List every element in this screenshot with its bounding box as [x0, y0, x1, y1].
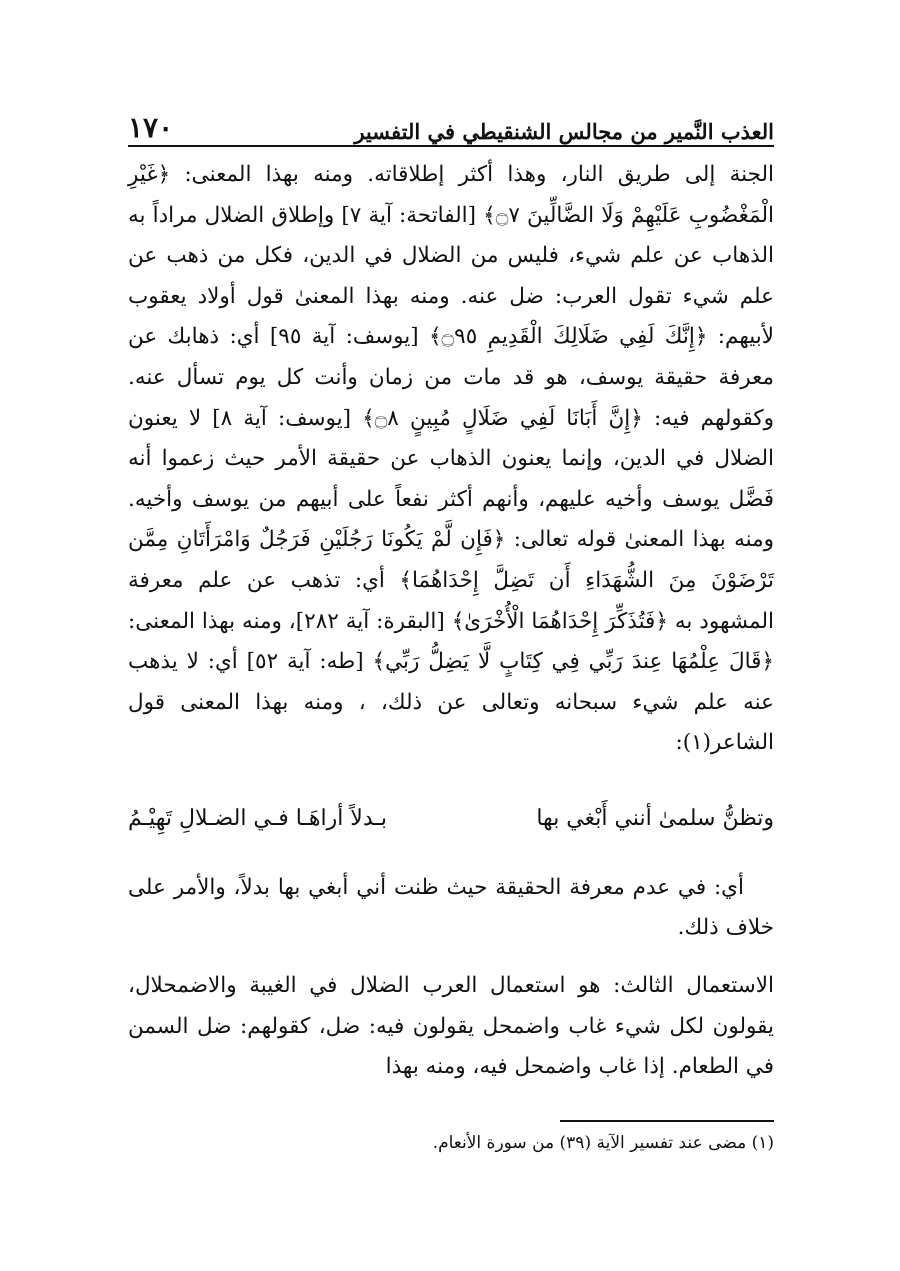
page-header [128, 108, 774, 144]
main-paragraph [128, 155, 774, 764]
footnote: (١) مضى عند تفسير الآية (٣٩) من سورة الأنعام. [432, 1133, 774, 1153]
third-usage-section [128, 966, 774, 1088]
running-title: العذب النَّمير من مجالس الشنقيطي في التفسير [354, 119, 774, 144]
section-text: الاستعمال الثالث: هو استعمال العرب الضلال في الغيبة والاضمحلال، يقولون لكل شيء غاب واضمحل يقولون فيه: ضل، كقولهم: ضل السمن في الطعام. إذا غاب واضمحل فيه، ومنه بهذا [128, 973, 774, 1080]
poem-explanation [128, 868, 774, 948]
poem-verse [128, 806, 774, 848]
paragraph-text: الجنة إلى طريق النار، وهذا أكثر إطلاقاته. ومنه بهذا المعنى: ﴿غَيْرِ الْمَغْضُوبِ عَلَيْهِمْ وَلَا الضَّالِّينَ ۝٧﴾ [الفاتحة: آية ٧] وإطلاق الضلال مراداً به الذهاب عن علم شيء، فليس من الضلال في الدين، فكل من ذهب عن علم شيء تقول العرب: ضل عنه. ومنه بهذا المعنىٰ قول أولاد يعقوب لأبيهم: ﴿إِنَّكَ لَفِي ضَلَالِكَ الْقَدِيمِ ۝٩٥﴾ [يوسف: آية ٩٥] أي: ذهابك عن معرفة حقيقة يوسف، هو قد مات من زمان وأنت كل يوم تسأل عنه. وكقولهم فيه: ﴿إِنَّ أَبَانَا لَفِي ضَلَالٍ مُبِينٍ ۝٨﴾ [يوسف: آية ٨] لا يعنون الضلال في الدين، وإنما يعنون الذهاب عن حقيقة الأمر حيث زعموا أنه فَضَّل يوسف وأخيه عليهم، وأنهم أكثر نفعاً على أبيهم من يوسف وأخيه. ومنه بهذا المعنىٰ قوله تعالى: ﴿فَإِن لَّمْ يَكُونَا رَجُلَيْنِ فَرَجُلٌ وَامْرَأَتَانِ مِمَّن تَرْضَوْنَ مِنَ الشُّهَدَاءِ أَن تَضِلَّ إِحْدَاهُمَا﴾ أي: تذهب عن علم معرفة المشهود به ﴿فَتُذَكِّرَ إِحْدَاهُمَا الْأُخْرَىٰ﴾ [البقرة: آية ٢٨٢]، ومنه بهذا المعنى: ﴿قَالَ عِلْمُهَا عِندَ رَبِّي فِي كِتَابٍ لَّا يَضِلُّ رَبِّي﴾ [طه: آية ٥٢] أي: لا يذهب عنه علم شيء سبحانه وتعالى عن ذلك، ، ومنه بهذا المعنى قول الشاعر(١): [128, 162, 775, 756]
page-number: ١٧٠ [128, 111, 174, 144]
poem-second-hemistich: بـدلاً أراهَـا فـي الضـلالِ تَهِيْـمُ [128, 806, 387, 831]
header-rule [128, 145, 774, 147]
poem-first-hemistich: وتظنُّ سلمىٰ أنني أَبْغي بها [536, 806, 774, 831]
explanation-text: أي: في عدم معرفة الحقيقة حيث ظنت أني أبغي بها بدلاً، والأمر على خلاف ذلك. [128, 875, 774, 940]
footnote-rule [560, 1120, 774, 1122]
